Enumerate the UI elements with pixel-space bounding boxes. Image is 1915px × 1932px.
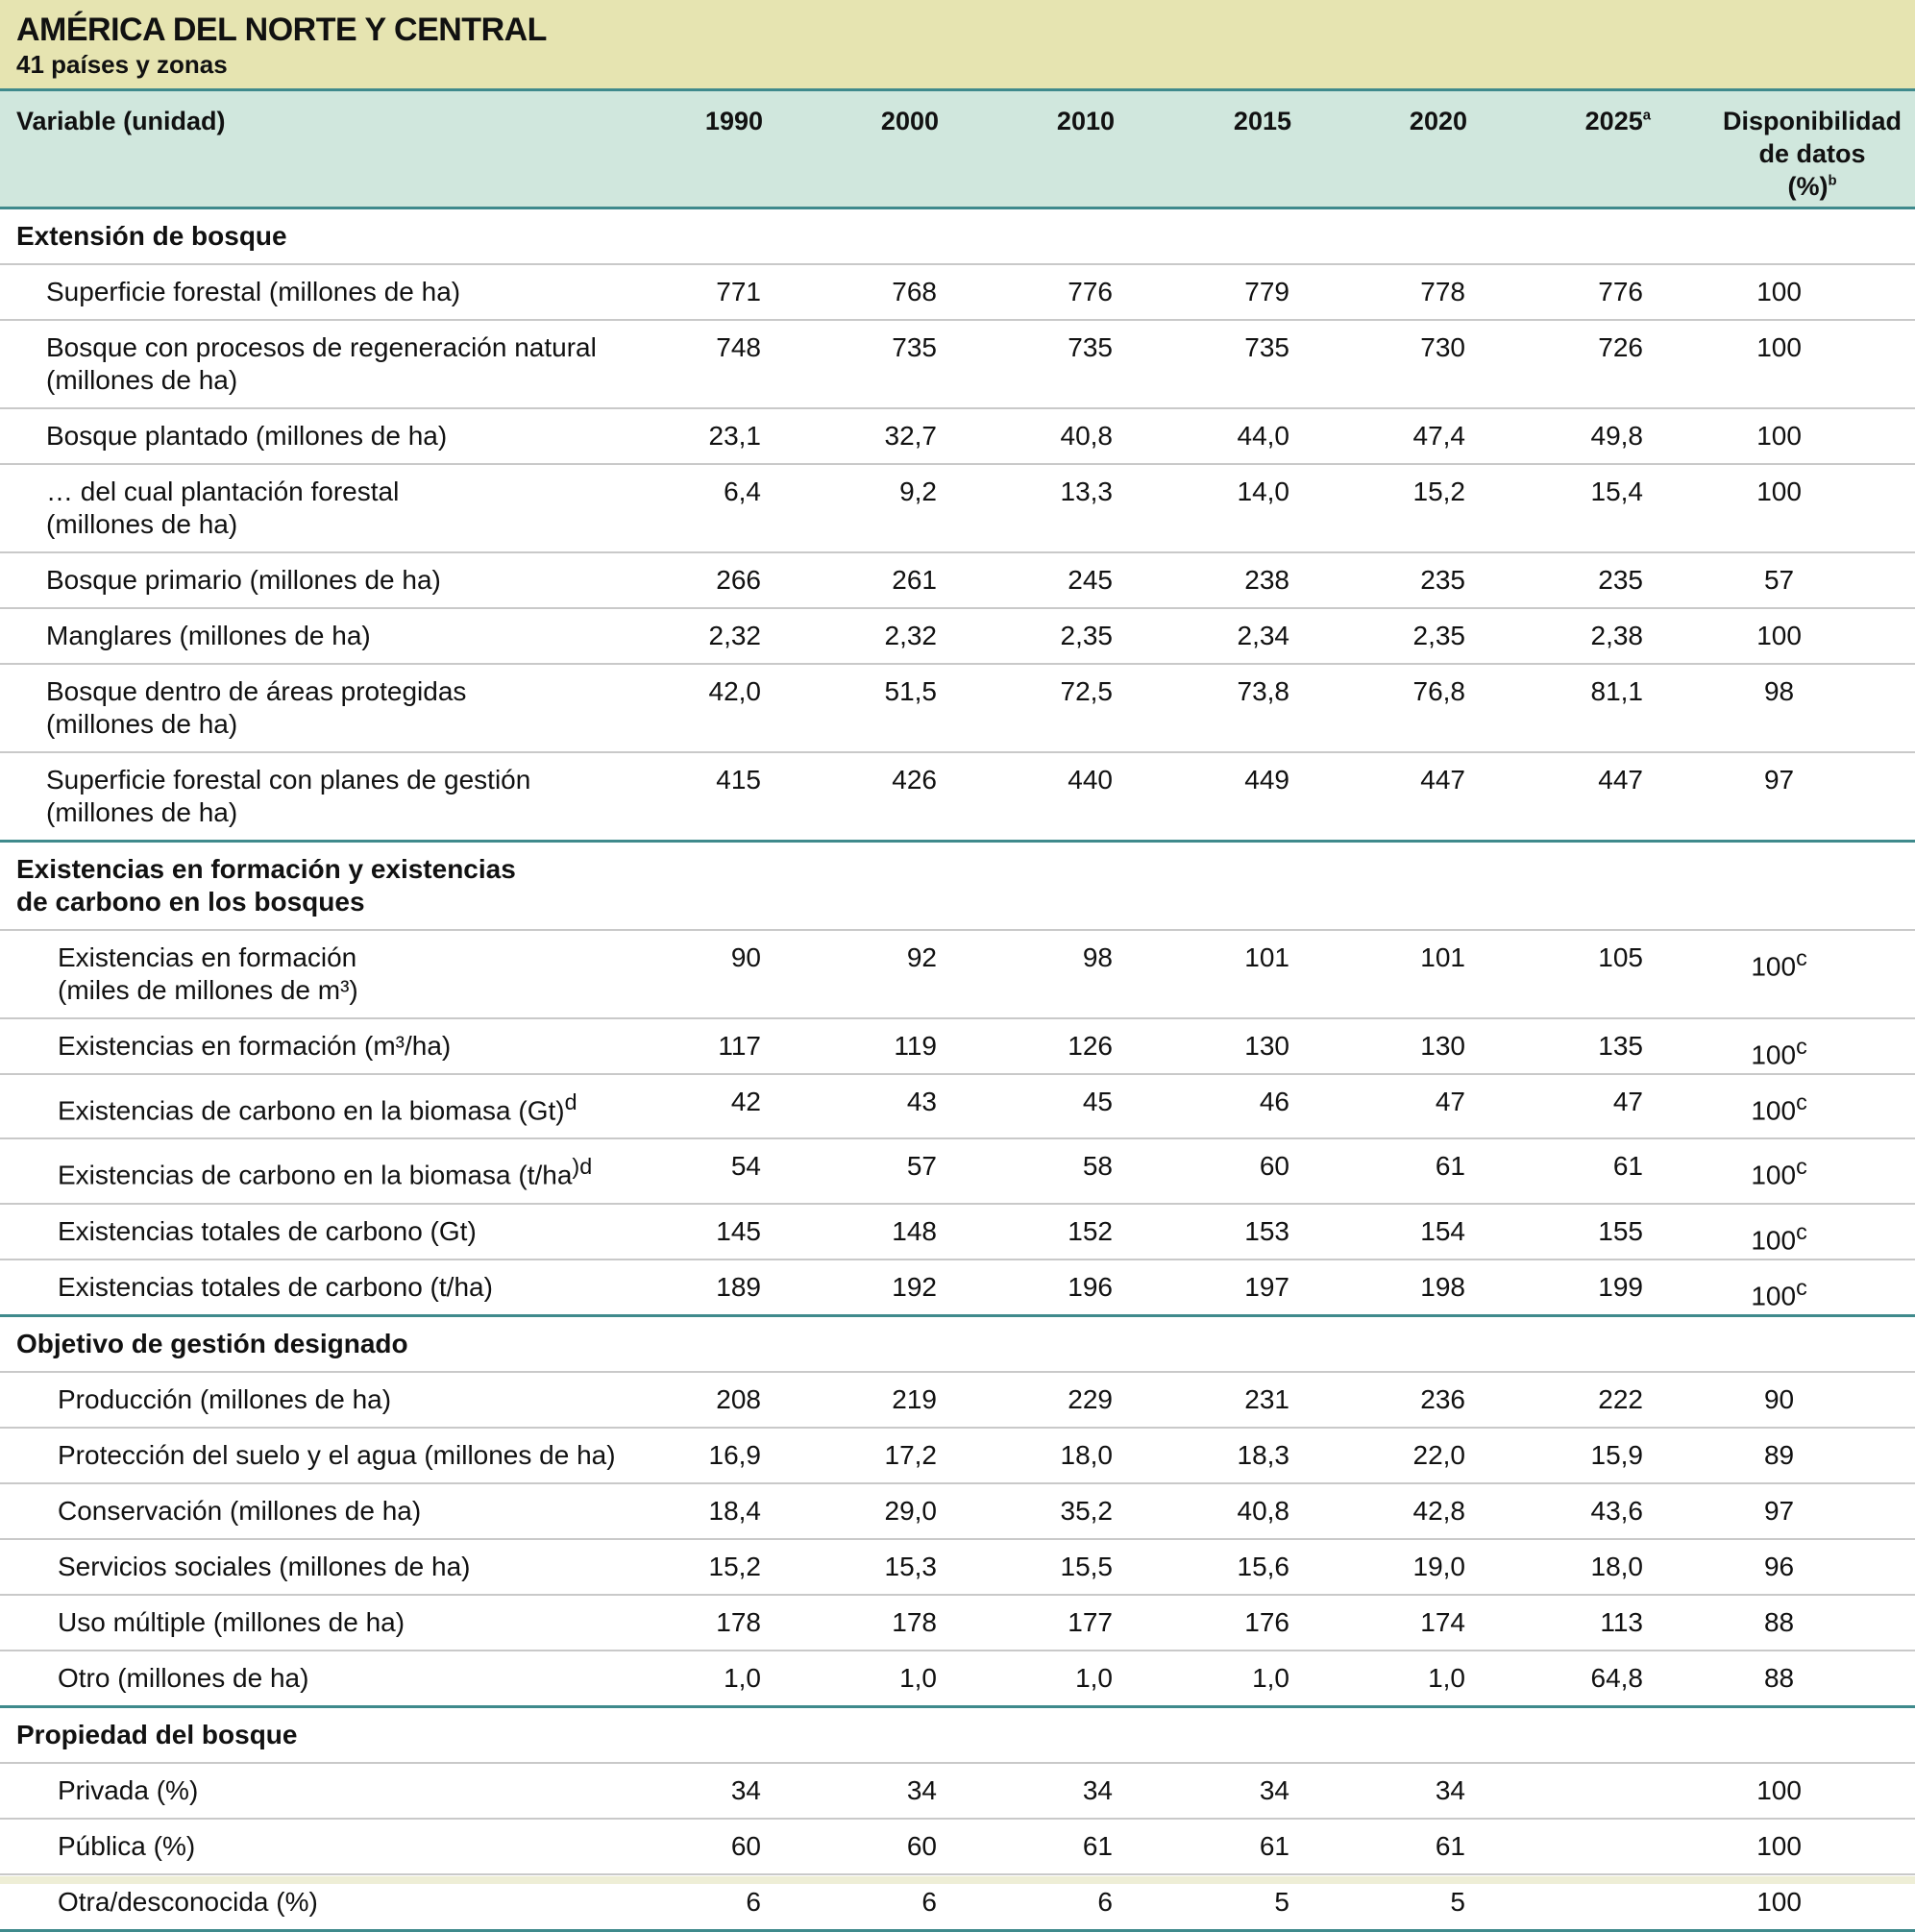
- value-cell-2025: 222: [1465, 1372, 1643, 1428]
- row-label: [0, 320, 649, 408]
- value-cell-2020: 61: [1289, 1138, 1465, 1203]
- availability-value: 57: [1763, 565, 1795, 595]
- row-label-text: Bosque primario (millones de ha): [46, 565, 441, 595]
- value-cell-1990: 208: [649, 1372, 761, 1428]
- value-cell-2020: 15,2: [1289, 464, 1465, 552]
- value-cell-2010: 18,0: [937, 1428, 1113, 1483]
- table-row: [0, 1819, 1915, 1874]
- value-cell-2025: 105: [1465, 930, 1643, 1018]
- footnote-marker-b: b: [1828, 173, 1837, 189]
- footnote-marker: c: [1796, 1034, 1807, 1059]
- availability-value: 100: [1751, 1095, 1797, 1126]
- row-label-line: (millones de ha): [46, 709, 238, 739]
- row-label: [0, 464, 649, 552]
- value-cell-2015: 18,3: [1113, 1428, 1289, 1483]
- value-cell-2000: 119: [761, 1018, 937, 1074]
- value-cell-1990: 6: [649, 1874, 761, 1931]
- row-label-line: Existencias en formación: [58, 942, 357, 972]
- table-row: [0, 320, 1915, 408]
- availability-value: 88: [1763, 1662, 1795, 1693]
- value-cell-2025: 61: [1465, 1138, 1643, 1203]
- value-cell-2010: 229: [937, 1372, 1113, 1428]
- value-cell-1990: 2,32: [649, 608, 761, 664]
- value-cell-2015: 735: [1113, 320, 1289, 408]
- availability-cell: [1643, 608, 1915, 664]
- availability-value: 100: [1756, 1774, 1802, 1805]
- value-cell-2015: 44,0: [1113, 408, 1289, 464]
- value-cell-2020: 730: [1289, 320, 1465, 408]
- availability-value: 100: [1756, 477, 1802, 506]
- row-label-line: (miles de millones de m³): [58, 975, 358, 1005]
- value-cell-2025: [1465, 1763, 1643, 1819]
- value-cell-2000: 1,0: [761, 1651, 937, 1707]
- value-cell-1990: 415: [649, 752, 761, 842]
- row-label: [0, 1483, 649, 1539]
- table-row: [0, 1428, 1915, 1483]
- footnote-marker: c: [1796, 945, 1807, 970]
- value-cell-1990: 23,1: [649, 408, 761, 464]
- value-cell-1990: 42,0: [649, 664, 761, 752]
- row-label-text: Bosque plantado (millones de ha): [46, 421, 448, 451]
- value-cell-2000: 92: [761, 930, 937, 1018]
- table-row: [0, 930, 1915, 1018]
- data-table: [0, 209, 1915, 1932]
- value-cell-2025: 2,38: [1465, 608, 1643, 664]
- value-cell-2020: 22,0: [1289, 1428, 1465, 1483]
- availability-cell: [1643, 1483, 1915, 1539]
- availability-cell: [1643, 1428, 1915, 1483]
- value-cell-2025: 47: [1465, 1074, 1643, 1138]
- value-cell-2010: 2,35: [937, 608, 1113, 664]
- row-label: [0, 1074, 649, 1138]
- value-cell-2015: 73,8: [1113, 664, 1289, 752]
- value-cell-2000: 261: [761, 552, 937, 608]
- value-cell-2020: 130: [1289, 1018, 1465, 1074]
- availability-cell: [1643, 1138, 1915, 1203]
- value-cell-2020: 101: [1289, 930, 1465, 1018]
- value-cell-2010: 58: [937, 1138, 1113, 1203]
- section-header-row: [0, 842, 1915, 931]
- availability-cell: [1643, 464, 1915, 552]
- value-cell-2015: 14,0: [1113, 464, 1289, 552]
- value-cell-2000: 15,3: [761, 1539, 937, 1595]
- table-row: [0, 1763, 1915, 1819]
- column-header-1990: 1990: [704, 107, 763, 135]
- value-cell-2000: 178: [761, 1595, 937, 1651]
- row-label: [0, 264, 649, 320]
- value-cell-2020: 236: [1289, 1372, 1465, 1428]
- availability-cell: [1643, 1595, 1915, 1651]
- availability-cell: [1643, 664, 1915, 752]
- table-row: [0, 1018, 1915, 1074]
- value-cell-2000: 2,32: [761, 608, 937, 664]
- value-cell-2025: 199: [1465, 1259, 1643, 1316]
- table-row: [0, 264, 1915, 320]
- value-cell-1990: 15,2: [649, 1539, 761, 1595]
- row-label: [0, 1819, 649, 1874]
- value-cell-2010: 72,5: [937, 664, 1113, 752]
- availability-cell: [1643, 1074, 1915, 1138]
- availability-value: 88: [1763, 1606, 1795, 1637]
- value-cell-2015: 153: [1113, 1204, 1289, 1259]
- availability-cell: [1643, 1819, 1915, 1874]
- availability-header-line2: de datos: [1758, 139, 1866, 168]
- availability-cell: [1643, 264, 1915, 320]
- section-title: Extensión de bosque: [0, 209, 1915, 264]
- availability-value: 100: [1751, 1280, 1797, 1310]
- value-cell-2015: 2,34: [1113, 608, 1289, 664]
- availability-value: 100: [1751, 951, 1797, 982]
- row-label: [0, 1018, 649, 1074]
- availability-cell: [1643, 1204, 1915, 1259]
- availability-header-unit: (%): [1787, 172, 1829, 201]
- value-cell-2015: 130: [1113, 1018, 1289, 1074]
- value-cell-1990: 16,9: [649, 1428, 761, 1483]
- value-cell-2015: 61: [1113, 1819, 1289, 1874]
- value-cell-2025: 64,8: [1465, 1651, 1643, 1707]
- value-cell-2010: 196: [937, 1259, 1113, 1316]
- availability-cell: [1643, 1763, 1915, 1819]
- value-cell-2015: 779: [1113, 264, 1289, 320]
- value-cell-2015: 197: [1113, 1259, 1289, 1316]
- value-cell-2025: 726: [1465, 320, 1643, 408]
- value-cell-1990: 90: [649, 930, 761, 1018]
- value-cell-2020: 61: [1289, 1819, 1465, 1874]
- availability-cell: [1643, 1539, 1915, 1595]
- value-cell-2015: 40,8: [1113, 1483, 1289, 1539]
- availability-value: 97: [1763, 765, 1795, 795]
- availability-cell: [1643, 1259, 1915, 1316]
- value-cell-2025: 135: [1465, 1018, 1643, 1074]
- availability-value: 97: [1763, 1495, 1795, 1526]
- column-header-availability: [1716, 105, 1908, 203]
- value-cell-2010: 61: [937, 1819, 1113, 1874]
- value-cell-1990: 771: [649, 264, 761, 320]
- value-cell-2020: 778: [1289, 264, 1465, 320]
- row-label-text: Superficie forestal (millones de ha): [46, 277, 461, 306]
- row-label: [0, 1595, 649, 1651]
- row-label: [0, 1651, 649, 1707]
- value-cell-2000: 192: [761, 1259, 937, 1316]
- column-header-2025-label: 2025: [1584, 107, 1643, 135]
- column-header-row: [0, 91, 1915, 209]
- value-cell-2000: 34: [761, 1763, 937, 1819]
- value-cell-2020: 47,4: [1289, 408, 1465, 464]
- availability-cell: [1643, 1018, 1915, 1074]
- value-cell-1990: 266: [649, 552, 761, 608]
- value-cell-2015: 15,6: [1113, 1539, 1289, 1595]
- availability-value: 100: [1756, 1886, 1802, 1917]
- value-cell-2010: 13,3: [937, 464, 1113, 552]
- value-cell-2010: 98: [937, 930, 1113, 1018]
- availability-header-line3: [1716, 170, 1908, 203]
- value-cell-1990: 34: [649, 1763, 761, 1819]
- availability-value: 100: [1751, 1039, 1797, 1070]
- value-cell-2020: 2,35: [1289, 608, 1465, 664]
- row-label: [0, 1259, 649, 1316]
- value-cell-2000: 51,5: [761, 664, 937, 752]
- row-label-text: Pública (%): [58, 1830, 196, 1861]
- row-label: [0, 552, 649, 608]
- value-cell-1990: 6,4: [649, 464, 761, 552]
- table-row: [0, 1539, 1915, 1595]
- value-cell-2010: 35,2: [937, 1483, 1113, 1539]
- row-label: [0, 930, 649, 1018]
- value-cell-2025: 49,8: [1465, 408, 1643, 464]
- value-cell-2000: 219: [761, 1372, 937, 1428]
- availability-value: 100: [1751, 1224, 1797, 1255]
- availability-value: 89: [1763, 1439, 1795, 1470]
- availability-value: 90: [1763, 1383, 1795, 1414]
- value-cell-2010: 126: [937, 1018, 1113, 1074]
- table-row: [0, 1259, 1915, 1316]
- row-label-text: Manglares (millones de ha): [46, 621, 371, 650]
- value-cell-2000: 17,2: [761, 1428, 937, 1483]
- value-cell-2000: 426: [761, 752, 937, 842]
- table-subtitle: 41 países y zonas: [16, 50, 228, 79]
- value-cell-2015: 101: [1113, 930, 1289, 1018]
- row-label-line: Bosque dentro de áreas protegidas: [46, 676, 467, 706]
- value-cell-2020: 34: [1289, 1763, 1465, 1819]
- section-title: Objetivo de gestión designado: [0, 1315, 1915, 1372]
- table-row: [0, 1074, 1915, 1138]
- footnote-marker: c: [1796, 1218, 1807, 1244]
- row-label-text: Protección del suelo y el agua (millones de ha): [58, 1439, 616, 1470]
- value-cell-2020: 1,0: [1289, 1651, 1465, 1707]
- availability-value: 100: [1756, 332, 1802, 362]
- table-title: AMÉRICA DEL NORTE Y CENTRAL: [16, 12, 547, 48]
- value-cell-1990: 178: [649, 1595, 761, 1651]
- column-header-2015: 2015: [1233, 107, 1291, 135]
- value-cell-2010: 15,5: [937, 1539, 1113, 1595]
- row-label: [0, 608, 649, 664]
- value-cell-2020: 19,0: [1289, 1539, 1465, 1595]
- section-header-row: [0, 1315, 1915, 1372]
- row-label: [0, 1204, 649, 1259]
- row-label: [0, 1763, 649, 1819]
- title-band: [0, 0, 1915, 91]
- availability-value: 96: [1763, 1551, 1795, 1581]
- value-cell-2010: 177: [937, 1595, 1113, 1651]
- row-label-line: … del cual plantación forestal: [46, 477, 400, 506]
- value-cell-1990: 54: [649, 1138, 761, 1203]
- section-header-row: [0, 1706, 1915, 1763]
- value-cell-2025: 43,6: [1465, 1483, 1643, 1539]
- footnote-marker: c: [1796, 1274, 1807, 1300]
- value-cell-2020: 235: [1289, 552, 1465, 608]
- value-cell-2015: 231: [1113, 1372, 1289, 1428]
- table-row: [0, 552, 1915, 608]
- section-header-row: [0, 209, 1915, 264]
- table-row: [0, 664, 1915, 752]
- footnote-marker: c: [1796, 1089, 1807, 1114]
- value-cell-2025: 235: [1465, 552, 1643, 608]
- value-cell-2015: 449: [1113, 752, 1289, 842]
- row-label-text: Existencias totales de carbono (Gt): [58, 1215, 477, 1246]
- footnote-marker-a: a: [1642, 108, 1651, 124]
- row-label-text: Servicios sociales (millones de ha): [58, 1551, 471, 1581]
- section-title: Propiedad del bosque: [0, 1706, 1915, 1763]
- table-row: [0, 752, 1915, 842]
- value-cell-2020: 447: [1289, 752, 1465, 842]
- value-cell-2025: 447: [1465, 752, 1643, 842]
- value-cell-2020: 47: [1289, 1074, 1465, 1138]
- value-cell-2000: 9,2: [761, 464, 937, 552]
- value-cell-2000: 57: [761, 1138, 937, 1203]
- availability-cell: [1643, 408, 1915, 464]
- row-label-line: Superficie forestal con planes de gestión: [46, 765, 531, 795]
- table-row: [0, 464, 1915, 552]
- value-cell-2015: 1,0: [1113, 1651, 1289, 1707]
- row-label-text: Conservación (millones de ha): [58, 1495, 422, 1526]
- table-row: [0, 1372, 1915, 1428]
- row-label: [0, 1539, 649, 1595]
- value-cell-2000: 768: [761, 264, 937, 320]
- value-cell-2025: 155: [1465, 1204, 1643, 1259]
- row-label-text: Uso múltiple (millones de ha): [58, 1606, 405, 1637]
- value-cell-2025: 776: [1465, 264, 1643, 320]
- value-cell-2020: 76,8: [1289, 664, 1465, 752]
- value-cell-2010: 735: [937, 320, 1113, 408]
- value-cell-2025: 113: [1465, 1595, 1643, 1651]
- value-cell-2010: 45: [937, 1074, 1113, 1138]
- row-label-text: Existencias en formación (m³/ha): [58, 1031, 452, 1061]
- table-row: [0, 1138, 1915, 1203]
- table-row: [0, 608, 1915, 664]
- value-cell-1990: 1,0: [649, 1651, 761, 1707]
- value-cell-2015: 238: [1113, 552, 1289, 608]
- section-title-text: Existencias en formación y existencias de carbono en los bosques: [16, 854, 516, 917]
- row-label: [0, 1428, 649, 1483]
- availability-cell: [1643, 320, 1915, 408]
- value-cell-2025: 81,1: [1465, 664, 1643, 752]
- row-label-text: Existencias de carbono en la biomasa (t/ha: [58, 1160, 573, 1190]
- row-label-text: Producción (millones de ha): [58, 1383, 392, 1414]
- availability-value: 100: [1756, 1830, 1802, 1861]
- row-label-text: Privada (%): [58, 1774, 199, 1805]
- value-cell-1990: 145: [649, 1204, 761, 1259]
- section-title: [0, 842, 1915, 931]
- row-label-text: Existencias de carbono en la biomasa (Gt): [58, 1095, 565, 1126]
- value-cell-2000: 32,7: [761, 408, 937, 464]
- value-cell-2010: 1,0: [937, 1651, 1113, 1707]
- value-cell-2015: 5: [1113, 1874, 1289, 1931]
- value-cell-2010: 40,8: [937, 408, 1113, 464]
- availability-value: 100: [1756, 421, 1802, 451]
- row-label: [0, 1372, 649, 1428]
- value-cell-1990: 748: [649, 320, 761, 408]
- value-cell-2000: 735: [761, 320, 937, 408]
- availability-value: 98: [1763, 676, 1795, 706]
- footer-band: [0, 1876, 1915, 1884]
- table-row: [0, 1483, 1915, 1539]
- row-label: [0, 1138, 649, 1203]
- footnote-marker: )d: [572, 1154, 593, 1180]
- column-header-variable: Variable (unidad): [16, 107, 226, 135]
- value-cell-2010: 34: [937, 1763, 1113, 1819]
- footnote-marker: c: [1796, 1154, 1807, 1180]
- column-header-2000: 2000: [880, 107, 939, 135]
- value-cell-2020: 154: [1289, 1204, 1465, 1259]
- value-cell-2010: 6: [937, 1874, 1113, 1931]
- value-cell-1990: 189: [649, 1259, 761, 1316]
- column-header-2020: 2020: [1409, 107, 1467, 135]
- value-cell-2020: 174: [1289, 1595, 1465, 1651]
- value-cell-2000: 60: [761, 1819, 937, 1874]
- value-cell-2015: 46: [1113, 1074, 1289, 1138]
- availability-cell: [1643, 752, 1915, 842]
- value-cell-2020: 42,8: [1289, 1483, 1465, 1539]
- row-label-line: Bosque con procesos de regeneración natural: [46, 332, 597, 362]
- availability-cell: [1643, 930, 1915, 1018]
- row-label-line: (millones de ha): [46, 365, 238, 395]
- value-cell-2000: 29,0: [761, 1483, 937, 1539]
- value-cell-2000: 6: [761, 1874, 937, 1931]
- value-cell-2025: 15,9: [1465, 1428, 1643, 1483]
- value-cell-2000: 43: [761, 1074, 937, 1138]
- table-row: [0, 1651, 1915, 1707]
- availability-value: 100: [1751, 1160, 1797, 1190]
- availability-value: 100: [1756, 621, 1802, 650]
- row-label: [0, 752, 649, 842]
- value-cell-1990: 117: [649, 1018, 761, 1074]
- value-cell-2025: 15,4: [1465, 464, 1643, 552]
- row-label-line: (millones de ha): [46, 509, 238, 539]
- value-cell-2010: 440: [937, 752, 1113, 842]
- value-cell-2000: 148: [761, 1204, 937, 1259]
- row-label-text: Existencias totales de carbono (t/ha): [58, 1271, 493, 1302]
- availability-cell: [1643, 552, 1915, 608]
- value-cell-1990: 42: [649, 1074, 761, 1138]
- availability-value: 100: [1756, 277, 1802, 306]
- value-cell-1990: 60: [649, 1819, 761, 1874]
- row-label-text: Otro (millones de ha): [58, 1662, 309, 1693]
- value-cell-2010: 776: [937, 264, 1113, 320]
- column-header-2010: 2010: [1056, 107, 1115, 135]
- footnote-marker: d: [564, 1089, 577, 1114]
- value-cell-2025: 18,0: [1465, 1539, 1643, 1595]
- value-cell-2015: 34: [1113, 1763, 1289, 1819]
- value-cell-2015: 176: [1113, 1595, 1289, 1651]
- row-label-line: (millones de ha): [46, 797, 238, 827]
- value-cell-1990: 18,4: [649, 1483, 761, 1539]
- column-header-2025: [1585, 105, 1651, 137]
- table-row: [0, 1204, 1915, 1259]
- value-cell-2020: 198: [1289, 1259, 1465, 1316]
- value-cell-2010: 152: [937, 1204, 1113, 1259]
- row-label: [0, 664, 649, 752]
- row-label-text: Otra/desconocida (%): [58, 1886, 318, 1917]
- value-cell-2010: 245: [937, 552, 1113, 608]
- table-row: [0, 408, 1915, 464]
- value-cell-2020: 5: [1289, 1874, 1465, 1931]
- value-cell-2015: 60: [1113, 1138, 1289, 1203]
- availability-cell: [1643, 1372, 1915, 1428]
- value-cell-2025: [1465, 1819, 1643, 1874]
- availability-cell: [1643, 1651, 1915, 1707]
- row-label: [0, 408, 649, 464]
- table-row: [0, 1595, 1915, 1651]
- availability-header-line1: Disponibilidad: [1723, 107, 1902, 135]
